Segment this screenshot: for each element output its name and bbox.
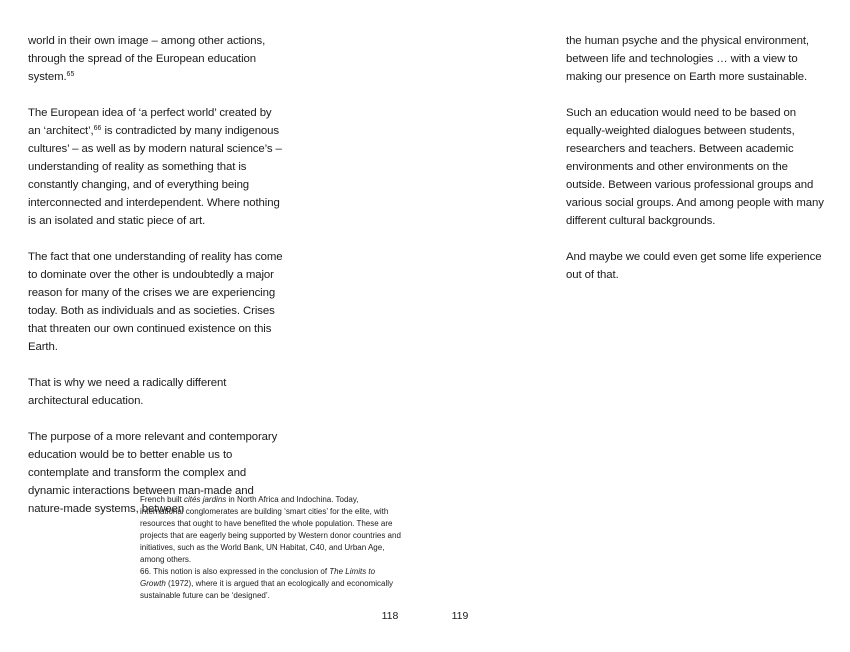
text-segment: in North Africa and Indochina. Today, international conglomerates are building ‘smart cities’ for the elite, with resources that ought to have benefited the whole population. These are projects that are eagerly being supported by Western donor countries and initiatives, such as the World Bank, UN Habitat, C40, and Urban Age, among others. <box>140 495 401 564</box>
paragraph <box>28 32 287 86</box>
paragraph <box>566 32 825 86</box>
text-segment: (1972), where it is argued that an ecologically and economically sustainable future can be ‘designed’. <box>140 579 394 600</box>
footnote-reference: 66 <box>93 125 102 132</box>
text-segment: is contradicted by many indigenous cultures’ – as well as by modern natural science’s – understanding of reality as something that is constantly changing, and of everything being interconnected and interdependent. Where nothing is an isolated and static piece of art. <box>28 125 282 227</box>
paragraph <box>140 566 402 602</box>
text-segment: That is why we need a radically different architectural education. <box>28 377 227 407</box>
text-segment: French built <box>140 495 185 504</box>
text-segment: And maybe we could even get some life experience out of that. <box>566 251 822 281</box>
text-segment: 66. This notion is also expressed in the conclusion of <box>140 567 330 576</box>
left-page-body-text <box>28 32 287 536</box>
paragraph <box>140 494 402 566</box>
text-segment: the human psyche and the physical environment, between life and technologies … with a view to making our presence on Earth more sustainable. <box>566 35 809 83</box>
page-number-right: 119 <box>451 610 469 622</box>
text-segment: Such an education would need to be based on equally-weighted dialogues between students, researchers and teachers. Between academic environments and other environments on the outside. Between various professional groups and various social groups. And among people with many different cultural backgrounds. <box>566 107 824 227</box>
footnote-block <box>140 494 402 602</box>
paragraph <box>566 104 825 230</box>
page-number-left: 118 <box>381 610 399 622</box>
text-segment: The purpose of a more relevant and contemporary education would be to better enable us to contemplate and transform the complex and dynamic interactions between man-made and nature-made systems, between <box>28 431 278 515</box>
right-page-body-text <box>566 32 825 302</box>
paragraph <box>566 248 825 284</box>
footnote-reference: 65 <box>66 71 75 78</box>
text-segment: The Limits to Growth <box>140 567 376 588</box>
paragraph <box>28 248 287 356</box>
paragraph <box>28 374 287 410</box>
text-segment: The fact that one understanding of reality has come to dominate over the other is undoubtedly a major reason for many of the crises we are experiencing today. Both as individuals and as societies. Crises that threaten our own continued existence on this Earth. <box>28 251 283 353</box>
text-segment: The European idea of ‘a perfect world’ created by an ‘architect’, <box>28 107 272 137</box>
text-segment: cités jardins <box>184 495 227 504</box>
paragraph <box>28 104 287 230</box>
text-segment: world in their own image – among other actions, through the spread of the European education system. <box>28 35 266 83</box>
